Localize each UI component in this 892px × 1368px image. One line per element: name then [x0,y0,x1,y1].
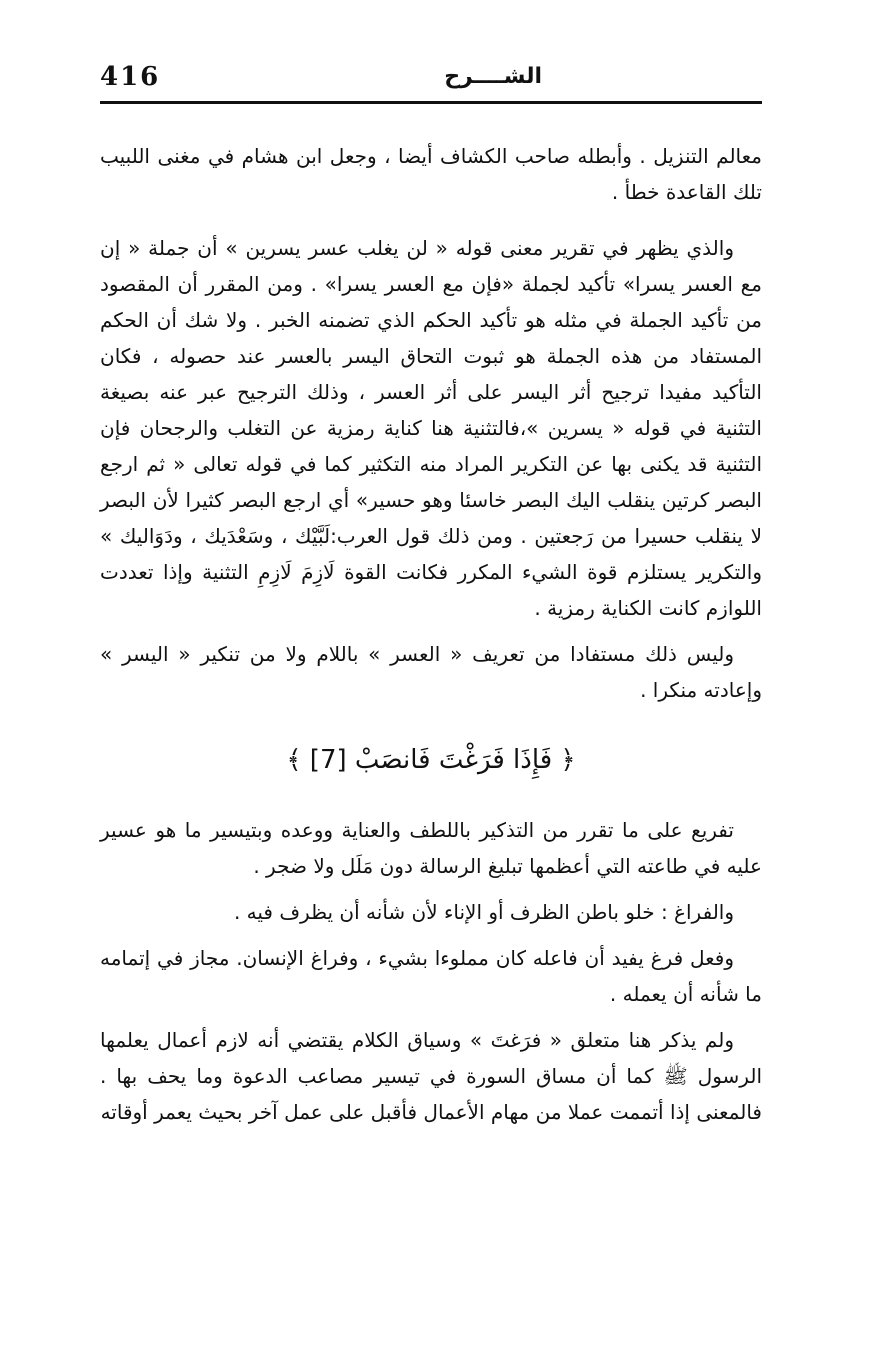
paragraph: وليس ذلك مستفادا من تعريف « العسر » باللام ولا من تنكير « اليسر » وإعادته منكرا . [100,642,762,702]
paragraph: وفعل فرغ يفيد أن فاعله كان مملوءا بشيء ، وفراغ الإنسان. مجاز في إتمامه ما شأنه أن يعمله . [100,946,762,1006]
paragraph: تفريع على ما تقرر من التذكير باللطف والعناية ووعده وبتيسير ما هو عسير عليه في طاعته التي أعظمها تبليغ الرسالة دون مَلَل ولا ضجر . [100,818,762,878]
page-number: 416 [100,62,161,92]
paragraph: معالم التنزيل . وأبطله صاحب الكشاف أيضا ، وجعل ابن هشام في مغنى اللبيب تلك القاعدة خطأ . [100,144,762,204]
paragraph: والفراغ : خلو باطن الظرف أو الإناء لأن شأنه أن يظرف فيه . [233,900,734,924]
body-text [100,138,762,1130]
paragraph: ولم يذكر هنا متعلق « فرَغتَ » وسياق الكلام يقتضي أنه لازم أعمال يعلمها الرسول ﷺ كما أن مساق السورة في تيسير مصاعب الدعوة وما يحف بها . فالمعنى إذا أتممت عملا من مهام الأعمال فأقبل على عمل آخر بحيث يعمر أوقاته [100,1028,762,1124]
quran-verse: ﴿ فَإِذَا فَرَغْتَ فَانصَبْ [7] ﴾ [286,745,576,775]
running-title: الشــــرح [444,64,542,89]
header-rule [100,101,762,104]
paragraph: والذي يظهر في تقرير معنى قوله « لن يغلب عسر يسرين » أن جملة « إن مع العسر يسرا» تأكيد لجملة «فإن مع العسر يسرا» . ومن المقرر أن المقصود من تأكيد الجملة في مثله هو تأكيد الحكم الذي تضمنه الخبر . ولا شك أن الحكم المستفاد من هذه الجملة هو ثبوت التحاق اليسر بالعسر عند حصوله ، فكان التأكيد مفيدا ترجيح أثر اليسر على أثر العسر ، وذلك الترجيح عبر عنه بصيغة التثنية في قوله « يسرين »،فالتثنية هنا كناية رمزية عن التغلب والرجحان فإن التثنية قد يكنى بها عن التكرير المراد منه التكثير كما في قوله تعالى « ثم ارجع البصر كرتين ينقلب اليك البصر خاسئا وهو حسير» أي ارجع البصر كثيرا لأن البصر لا ينقلب حسيرا من رَجعتين . ومن ذلك قول العرب:لَبَّيْك ، وسَعْدَيك ، ودَوَاليك » والتكرير يستلزم قوة الشيء المكرر فكانت القوة لَازِمَ لَازِمِ التثنية وإذا تعددت اللوازم كانت الكناية رمزية . [100,236,762,620]
page-header [100,62,762,100]
